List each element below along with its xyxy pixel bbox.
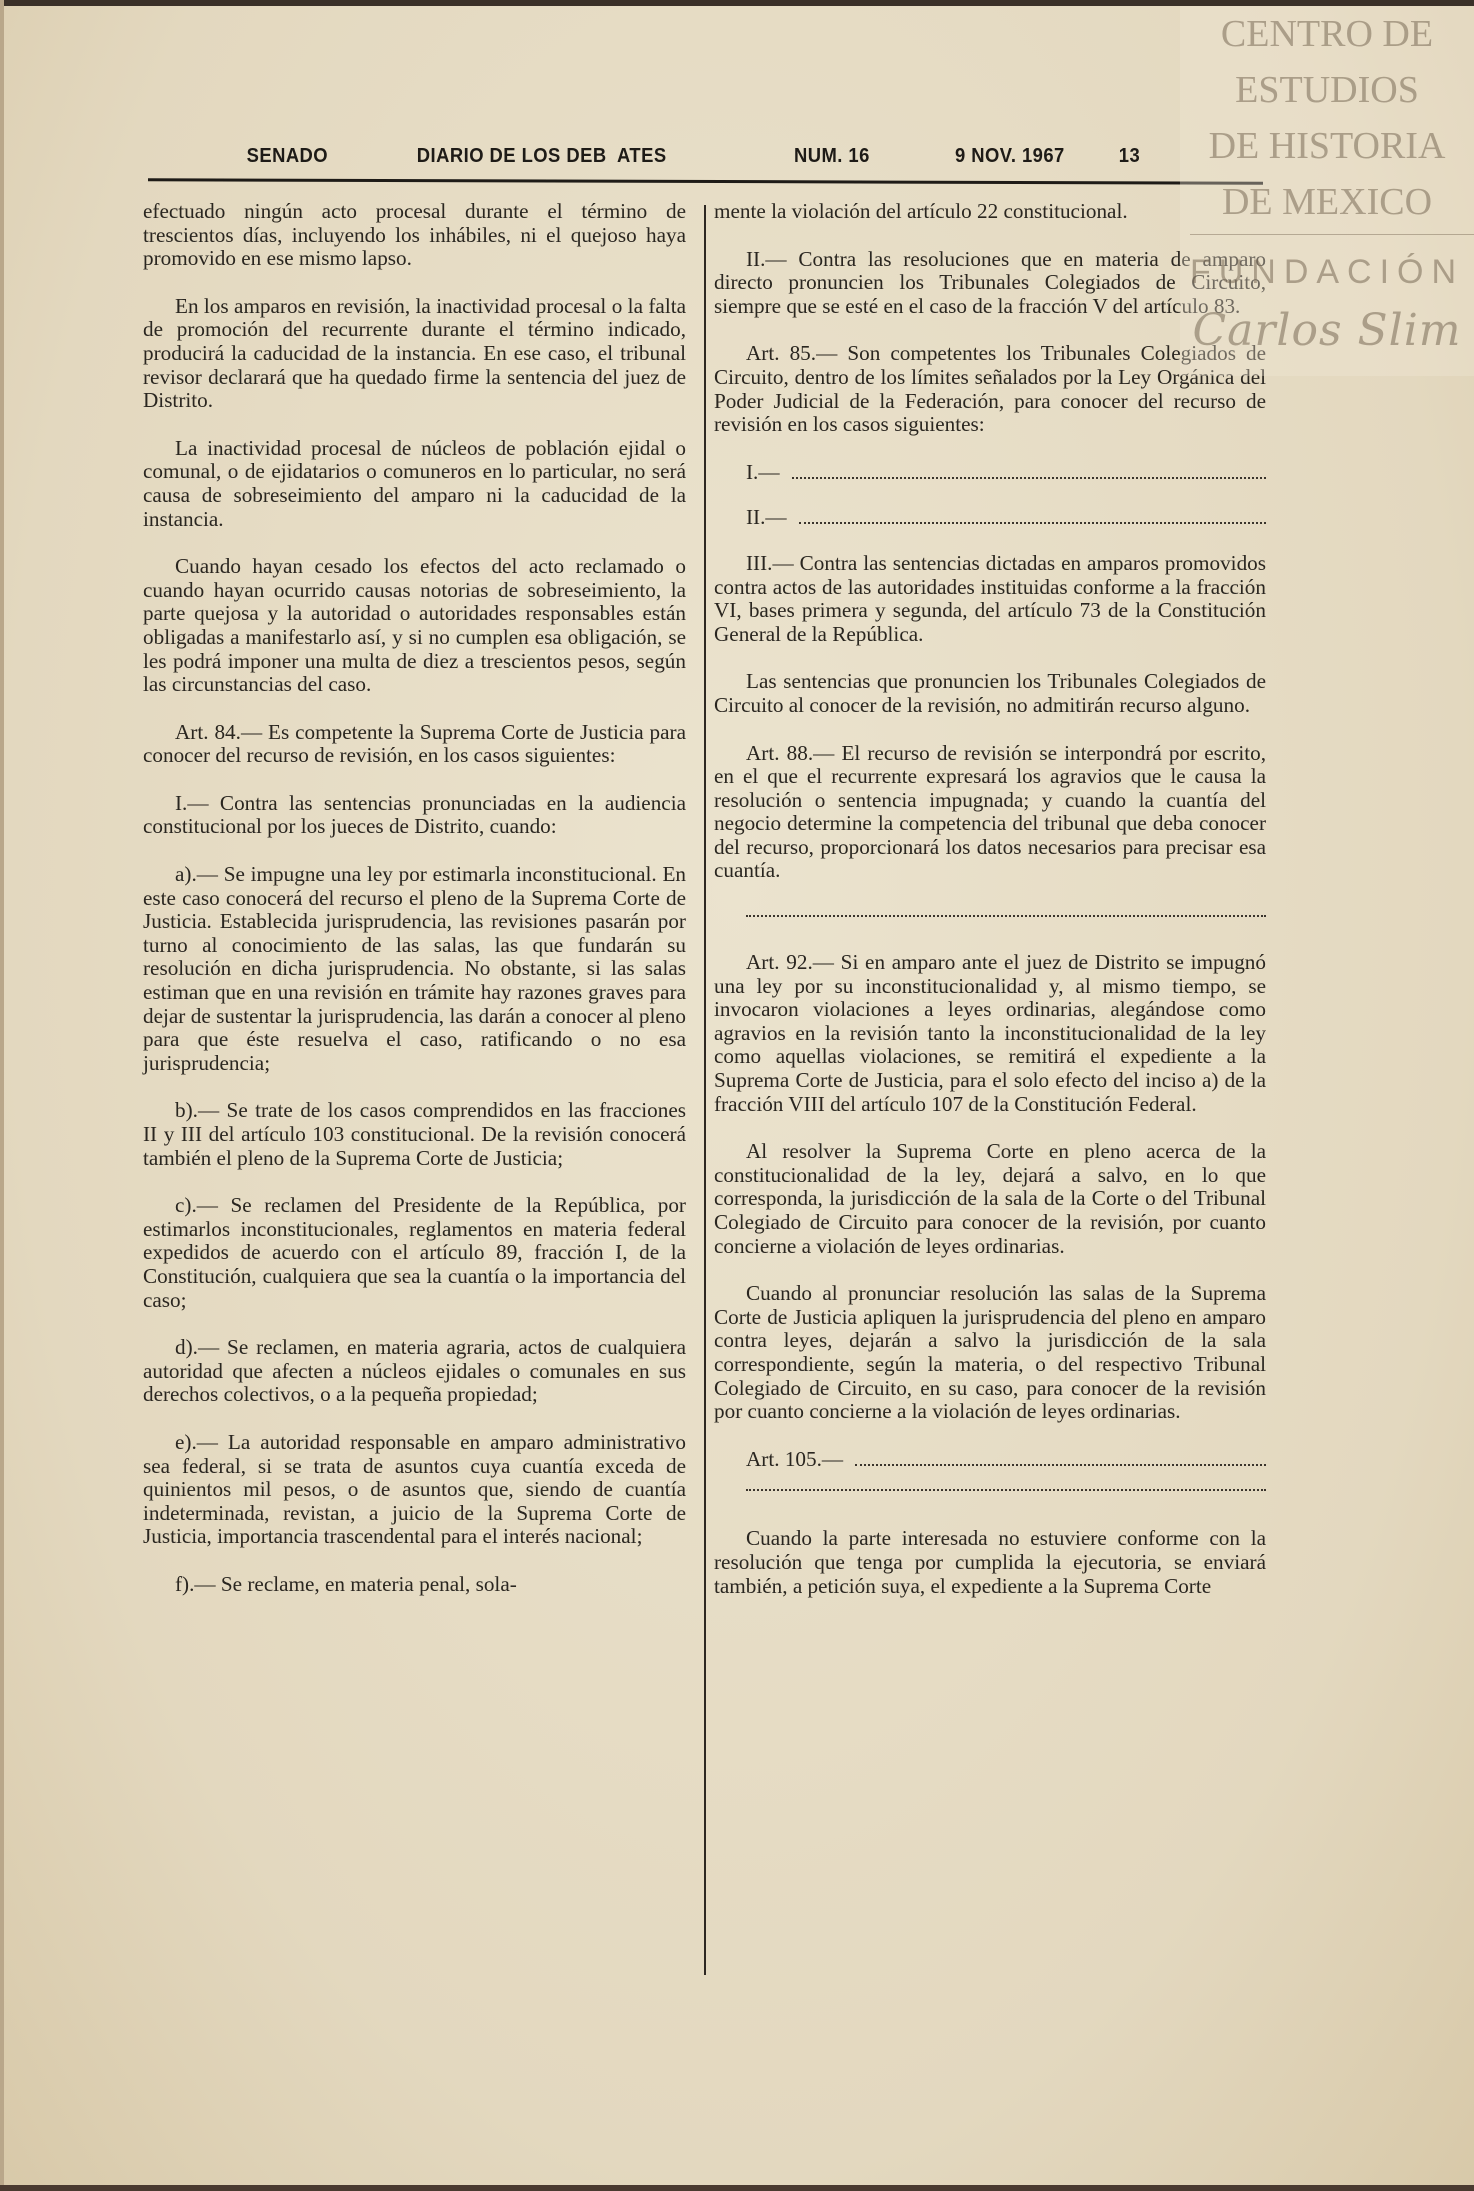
page-edge-left bbox=[0, 0, 4, 2191]
omitted-articles-dotted-line bbox=[746, 913, 1266, 917]
omitted-fraccion-ii-label: II.— bbox=[746, 505, 787, 530]
omitted-fraccion-i-label: I.— bbox=[746, 459, 780, 484]
paragraph-art-85: Art. 85.— Son competentes los Tribunales Colegiados de Circuito, dentro de los límites señalados por la Ley Orgánica del Poder Judicial de la Federación, para conocer del recurso de revisión en los casos siguientes: bbox=[714, 341, 1266, 437]
running-header bbox=[150, 145, 1176, 181]
header-issue-number: NUM. 16 bbox=[794, 145, 870, 167]
paragraph-cesado-efectos: Cuando hayan cesado los efectos del acto reclamado o cuando hayan ocurrido causas notorias de sobreseimiento, la parte quejosa y la autoridad o autoridades responsables están obligadas a manifestarlo así, y si no cumplen esa obligación, se les podrá imponer una multa de diez a trescientos pesos, según las circunstancias del caso. bbox=[143, 554, 686, 697]
paragraph-art-84-fraccion-i: I.— Contra las sentencias pronunciadas en la audiencia constitucional por los jueces de Distrito, cuando: bbox=[143, 790, 686, 839]
ellipsis-dotted-line bbox=[799, 510, 1266, 524]
column-divider bbox=[704, 205, 706, 1975]
paragraph-art-85-fraccion-iii: III.— Contra las sentencias dictadas en amparos promovidos contra actos de las autoridades instituidas conforme a la fracción VI, bases primera y segunda, del artículo 73 de la Constitución General de la República. bbox=[714, 550, 1266, 646]
paragraph-sentencias-colegiados: Las sentencias que pronuncien los Tribunales Colegiados de Circuito al conocer de la revisión, no admitirán recurso alguno. bbox=[714, 669, 1266, 717]
left-column bbox=[143, 200, 686, 1621]
paragraph-inactividad-ejidal: La inactividad procesal de núcleos de población ejidal o comunal, o de ejidatarios o comuneros en lo particular, no será causa de sobreseimiento del amparo ni la caducidad de la instancia. bbox=[143, 435, 686, 531]
paragraph-inciso-d: d).— Se reclamen, en materia agraria, actos de cualquiera autoridad que afecten a núcleos ejidales o comunales en sus derechos colectivos, o a la pequeña propiedad; bbox=[143, 1335, 686, 1407]
header-page-number: 13 bbox=[1118, 145, 1141, 167]
paragraph-inciso-a: a).— Se impugne una ley por estimarla inconstitucional. En este caso conocerá del recurso el pleno de la Suprema Corte de Justicia. Establecida jurisprudencia, las revisiones pasarán por turno al conocimiento de las salas, las que fundarán su resolución en dicha jurisprudencia. No obstante, si las salas estiman que en una revisión en trámite hay razones graves para dejar de sustentar la jurisprudencia, las darán a conocer al pleno para que éste resuelva el caso, ratificando o no esa jurisprudencia; bbox=[143, 862, 686, 1075]
header-chamber: SENADO bbox=[246, 145, 329, 167]
paragraph-cuando-parte-interesada: Cuando la parte interesada no estuviere conforme con la resolución que tenga por cumplida la ejecutoria, se enviará también, a petición suya, el expediente a la Suprema Corte bbox=[714, 1526, 1266, 1598]
watermark-fundacion: FUNDACIÓN bbox=[1189, 253, 1465, 291]
paragraph-inciso-e: e).— La autoridad responsable en amparo administrativo sea federal, si se trata de asuntos cuya cuantía exceda de quinientos mil pesos, o de asuntos que, siendo de cuantía indeterminada, revistan, a juicio de la Suprema Corte de Justicia, importancia trascendental para el interés nacional; bbox=[143, 1429, 686, 1549]
ellipsis-dotted-line bbox=[855, 1452, 1266, 1466]
paragraph-art-84-fraccion-ii: II.— Contra las resoluciones que en materia de amparo directo pronuncien los Tribunales Colegiados de Circuito, siempre que se esté en el caso de la fracción V del artículo 83. bbox=[714, 246, 1266, 318]
page-edge-bottom bbox=[0, 2185, 1474, 2191]
omitted-art-105 bbox=[714, 1448, 1266, 1472]
watermark-line: DE MEXICO bbox=[1221, 181, 1433, 223]
paragraph-art-88: Art. 88.— El recurso de revisión se interpondrá por escrito, en el que el recurrente expresará los agravios que le causa la resolución o sentencia impugnada; y cuando la cuantía del negocio determine la competencia del tribunal que deba conocer del recurso, proporcionará los datos necesarios para precisar esa cuantía. bbox=[714, 740, 1266, 883]
watermark-signature-logo: Carlos Slim bbox=[1192, 305, 1462, 356]
ellipsis-dotted-line bbox=[792, 465, 1266, 479]
omitted-fraccion-i bbox=[714, 461, 1266, 485]
right-column bbox=[714, 200, 1266, 1622]
paragraph-amparos-revision: En los amparos en revisión, la inactividad procesal o la falta de promoción del recurrente durante el término indicado, producirá la caducidad de la instancia. En ese caso, el tribunal revisor declarará que ha quedado firme la sentencia del juez de Distrito. bbox=[143, 293, 686, 413]
paragraph-inciso-c: c).— Se reclamen del Presidente de la República, por estimarlos inconstitucionales, reglamentos en materia federal expedidos de acuerdo con el artículo 89, fracción I, de la Constitución, cualquiera que sea la cuantía o la importancia del caso; bbox=[143, 1193, 686, 1312]
header-date: 9 NOV. 1967 bbox=[955, 145, 1065, 167]
paragraph-inciso-f: f).— Se reclame, en materia penal, sola- bbox=[175, 1571, 517, 1596]
paragraph-art-84: Art. 84.— Es competente la Suprema Corte de Justicia para conocer del recurso de revisión, en los casos siguientes: bbox=[143, 719, 686, 768]
paragraph-art-92: Art. 92.— Si en amparo ante el juez de Distrito se impugnó una ley por su inconstitucionalidad y, al mismo tiempo, se invocaron violaciones a leyes ordinarias, alegándose como agravios en la revisión tanto la inconstitucionalidad de la ley como aquellas violaciones, se remitirá el expediente a la Suprema Corte de Justicia, para el solo efecto del inciso a) de la fracción VIII del artículo 107 de la Constitución Federal. bbox=[714, 950, 1266, 1116]
paragraph-inciso-b: b).— Se trate de los casos comprendidos en las fracciones II y III del artículo 103 constitucional. De la revisión conocerá también el pleno de la Suprema Corte de Justicia; bbox=[143, 1098, 686, 1170]
page-edge-top bbox=[0, 0, 1474, 6]
watermark-line: DE HISTORIA bbox=[1208, 125, 1446, 167]
omitted-fraccion-ii bbox=[714, 506, 1266, 530]
watermark-line: ESTUDIOS bbox=[1235, 69, 1419, 111]
watermark-line: CENTRO DE bbox=[1220, 13, 1434, 55]
paragraph-continuation-right: mente la violación del artículo 22 constitucional. bbox=[714, 199, 1128, 223]
omitted-art-105-label: Art. 105.— bbox=[746, 1446, 844, 1471]
paragraph-continuation: efectuado ningún acto procesal durante el término de trescientos días, incluyendo los inhábiles, ni el quejoso haya promovido en ese mismo lapso. bbox=[143, 199, 686, 271]
header-publication: DIARIO DE LOS DEB ATES bbox=[416, 145, 667, 167]
paragraph-al-resolver: Al resolver la Suprema Corte en pleno acerca de la constitucionalidad de la ley, dejará a salvo, en lo que corresponda, la jurisdicción de la sala de la Corte o del Tribunal Colegiado de Circuito para conocer de la revisión, por cuanto concierne a violación de leyes ordinarias. bbox=[714, 1139, 1266, 1258]
paragraph-cuando-salas: Cuando al pronunciar resolución las salas de la Suprema Corte de Justicia apliquen la jurisprudencia del pleno en amparo contra leyes, dejarán a salvo la jurisdicción de la sala correspondiente, según la materia, o del respectivo Tribunal Colegiado de Circuito, en su caso, para conocer de la revisión por cuanto concierne a la violación de leyes ordinarias. bbox=[714, 1281, 1266, 1424]
ellipsis-dotted-line-continued bbox=[746, 1487, 1266, 1491]
